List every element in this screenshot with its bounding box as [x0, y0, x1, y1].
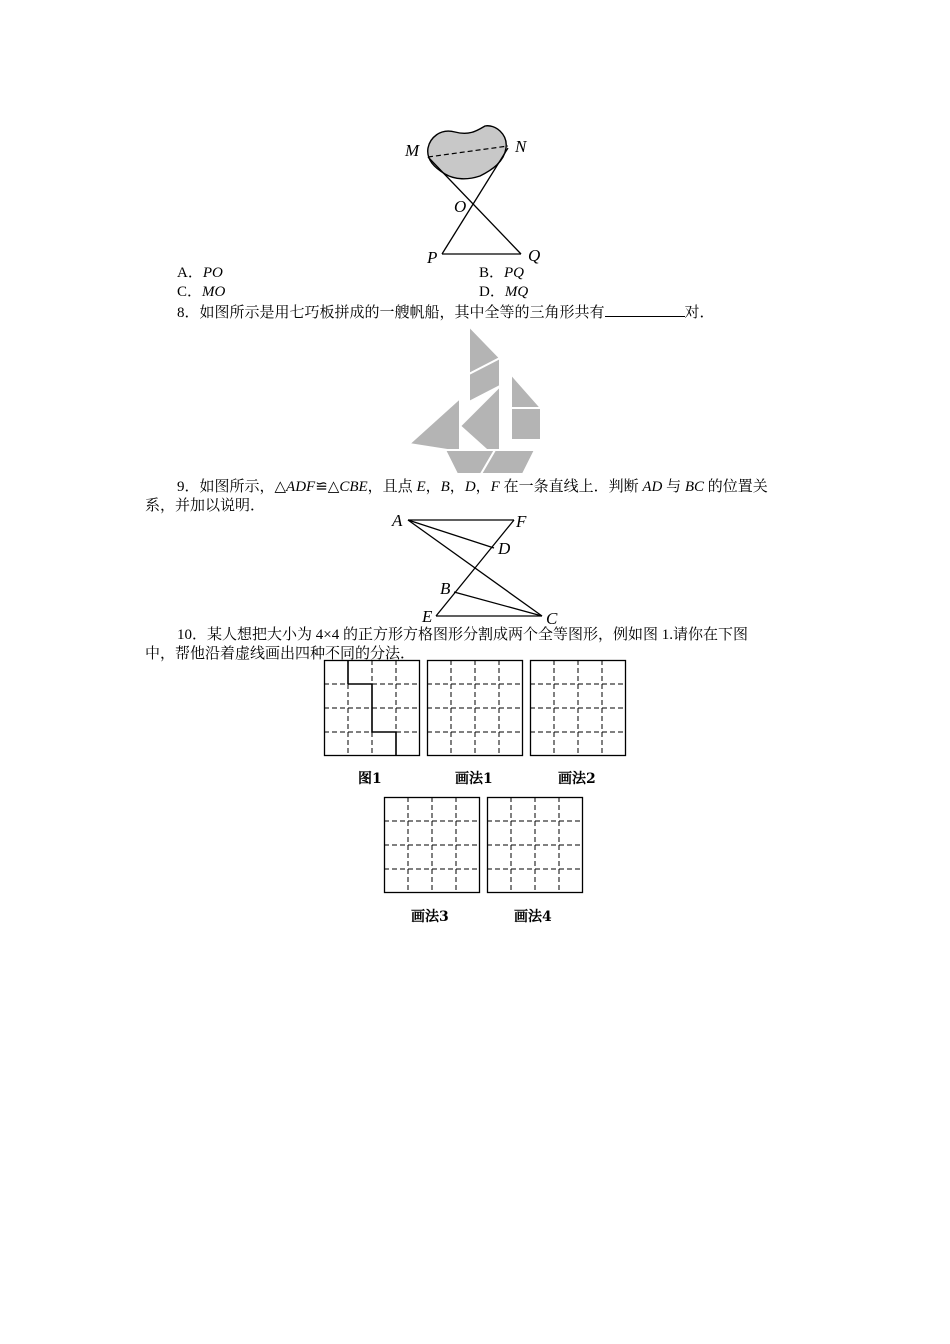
- q7-option-c: C．MO: [177, 284, 226, 300]
- q9-question-line2: 系，并加以说明．: [145, 498, 266, 514]
- q9-question-line1: 9．如图所示，△ADF≌△CBE，且点 E，B，D，F 在一条直线上．判断 AD 与 BC 的位置关: [177, 479, 768, 495]
- q9-label-b: B: [440, 579, 451, 598]
- q7-figure: [400, 120, 560, 270]
- q7-label-m: M: [405, 141, 420, 160]
- q7-option-d: D．MQ: [479, 284, 529, 300]
- caption-method-3: 画法3: [411, 909, 449, 925]
- tangram-piece-square: [511, 408, 541, 440]
- q9-label-d: D: [498, 539, 511, 558]
- q9-label-a: A: [392, 511, 403, 530]
- grid-method-2[interactable]: [530, 660, 626, 756]
- q8-question: 8．如图所示是用七巧板拼成的一艘帆船，其中全等的三角形共有 对．: [177, 302, 715, 322]
- grid-method-4[interactable]: [487, 797, 583, 893]
- grid-figure-1-cut-line: [348, 684, 396, 756]
- caption-method-4: 画法4: [514, 909, 552, 925]
- caption-figure-1: 图1: [358, 771, 382, 787]
- q7-label-p: P: [427, 248, 438, 267]
- q10-question-line1: 10．某人想把大小为 4×4 的正方形方格图形分割成两个全等图形，例如图 1.请你在下图: [177, 627, 748, 643]
- tangram-piece-small-triangle: [511, 374, 541, 408]
- grid-method-3[interactable]: [384, 797, 480, 893]
- q9-segment-ad: [408, 520, 494, 548]
- q10-question-line2: 中，帮他沿着虚线画出四种不同的分法．: [145, 646, 416, 662]
- q7-option-b: B．PQ: [479, 265, 525, 281]
- caption-method-1: 画法1: [455, 771, 493, 787]
- q9-label-e: E: [422, 607, 433, 626]
- grid-method-1[interactable]: [427, 660, 523, 756]
- q9-segment-bc: [454, 592, 542, 616]
- q9-label-f: F: [516, 512, 527, 531]
- q9-segment-fe: [436, 520, 514, 616]
- q9-label-c: C: [546, 609, 558, 628]
- q9-figure: [390, 508, 570, 628]
- q8-answer-blank[interactable]: [605, 302, 685, 317]
- tangram-piece-left-triangle: [409, 398, 460, 452]
- grid-figure-1: [324, 660, 420, 756]
- caption-method-2: 画法2: [558, 771, 596, 787]
- q8-tangram-boat: [405, 322, 545, 477]
- q7-label-q: Q: [528, 246, 541, 265]
- q7-option-a: A．PO: [177, 265, 223, 281]
- q7-label-n: N: [515, 137, 527, 156]
- q7-label-o: O: [454, 197, 467, 216]
